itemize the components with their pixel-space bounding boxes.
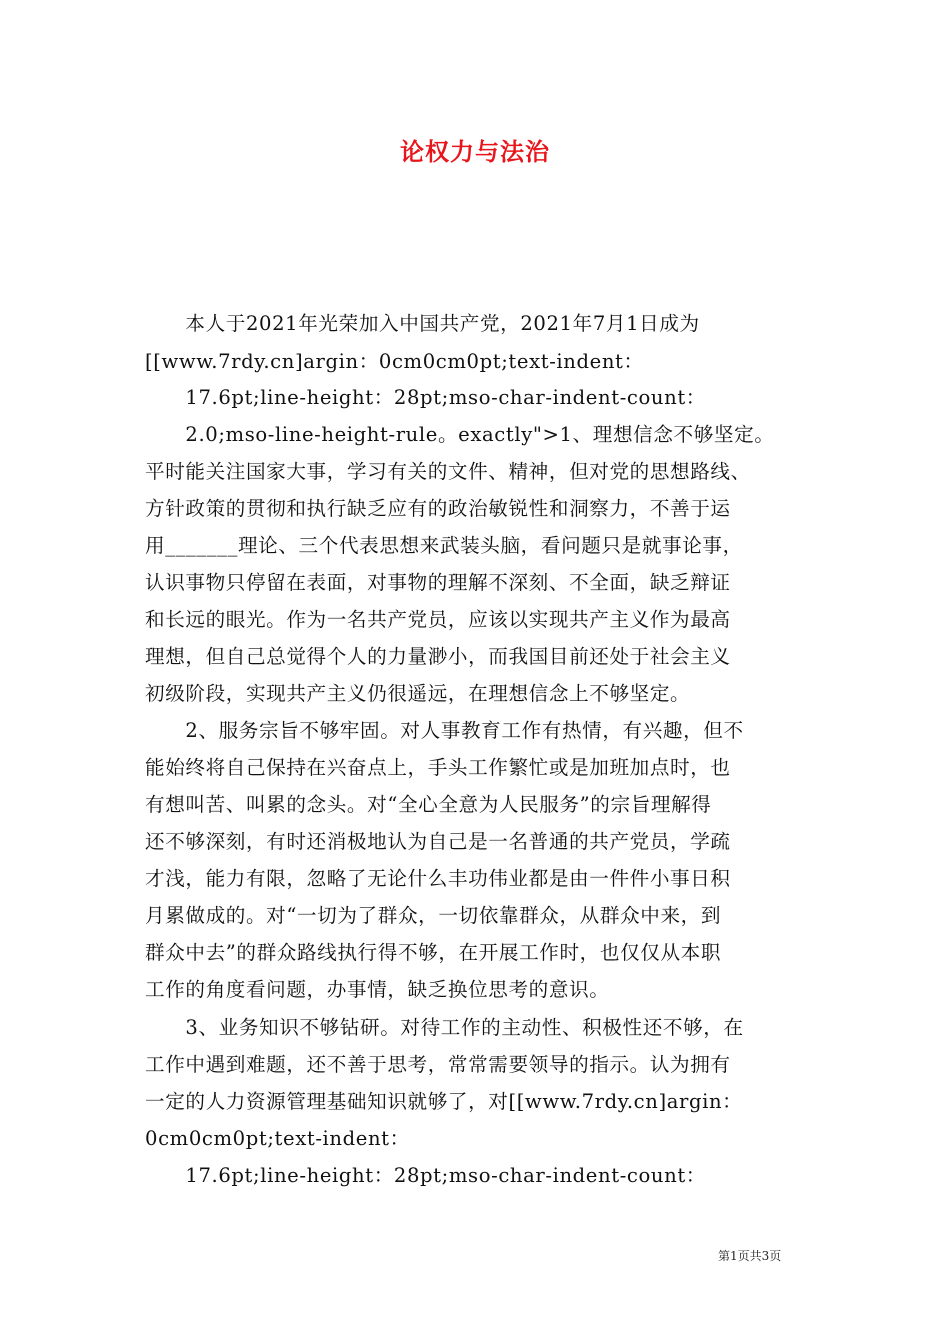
body-line: [[www.7rdy.cn]argin：0cm0cm0pt;text-indent： [145, 350, 644, 373]
body-line: 工作的角度看问题，办事情，缺乏换位思考的意识。 [145, 978, 610, 1001]
page-number: 第1页共3页 [718, 1249, 782, 1263]
body-line: 本人于2021年光荣加入中国共产党，2021年7月1日成为 [145, 312, 700, 335]
body-line: 月累做成的。对“一切为了群众，一切依靠群众，从群众中来，到 [145, 904, 722, 927]
body-line: 3、业务知识不够钻研。对待工作的主动性、积极性还不够，在 [145, 1016, 744, 1039]
document-title: 论权力与法治 [400, 137, 550, 166]
body-line: 17.6pt;line-height：28pt;mso-char-indent-count： [145, 1164, 706, 1187]
body-line: 一定的人力资源管理基础知识就够了，对[[www.7rdy.cn]argin： [145, 1090, 743, 1113]
body-line: 方针政策的贯彻和执行缺乏应有的政治敏锐性和洞察力，不善于运 [145, 497, 731, 520]
body-line: 17.6pt;line-height：28pt;mso-char-indent-count： [145, 386, 706, 409]
body-line: 初级阶段，实现共产主义仍很遥远，在理想信念上不够坚定。 [145, 682, 691, 705]
body-line: 工作中遇到难题，还不善于思考，常常需要领导的指示。认为拥有 [145, 1053, 731, 1076]
body-line: 才浅，能力有限，忽略了无论什么丰功伟业都是由一件件小事日积 [145, 867, 731, 890]
body-line: 能始终将自己保持在兴奋点上，手头工作繁忙或是加班加点时，也 [145, 756, 731, 779]
body-line: 2.0;mso-line-height-rule。exactly">1、理想信念不够坚定。 [145, 423, 775, 446]
body-line: 认识事物只停留在表面，对事物的理解不深刻、不全面，缺乏辩证 [145, 571, 731, 594]
body-line: 和长远的眼光。作为一名共产党员，应该以实现共产主义作为最高 [145, 608, 731, 631]
body-line: 2、服务宗旨不够牢固。对人事教育工作有热情，有兴趣，但不 [145, 719, 744, 742]
body-line: 0cm0cm0pt;text-indent： [145, 1127, 410, 1150]
body-line: 平时能关注国家大事，学习有关的文件、精神，但对党的思想路线、 [145, 460, 751, 483]
body-line: 理想，但自己总觉得个人的力量渺小，而我国目前还处于社会主义 [145, 645, 731, 668]
body-line: 还不够深刻，有时还消极地认为自己是一名普通的共产党员，学疏 [145, 830, 731, 853]
body-line: 群众中去”的群众路线执行得不够，在开展工作时，也仅仅从本职 [145, 941, 722, 964]
body-line: 用_______理论、三个代表思想来武装头脑，看问题只是就事论事， [145, 534, 743, 557]
body-line: 有想叫苦、叫累的念头。对“全心全意为人民服务”的宗旨理解得 [145, 793, 712, 816]
